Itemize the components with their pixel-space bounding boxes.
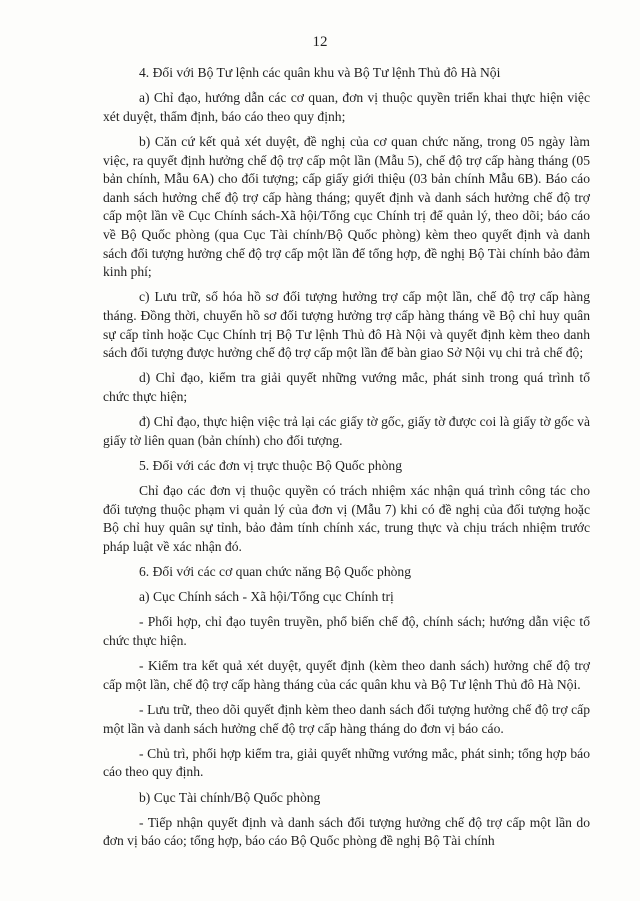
section-heading-5: 5. Đối với các đơn vị trực thuộc Bộ Quốc phòng [139,457,402,473]
paragraph-4dd: đ) Chỉ đạo, thực hiện việc trả lại các giấy tờ gốc, giấy tờ được coi là giấy tờ gốc và giấy tờ liên quan (bản chính) cho đối tượng. [103,414,590,448]
paragraph-4c: c) Lưu trữ, số hóa hồ sơ đối tượng hưởng trợ cấp một lần, chế độ trợ cấp hàng tháng. Đồng thời, chuyển hồ sơ đối tượng hưởng trợ cấp hàng tháng về Bộ chỉ huy quân sự cấp tỉnh hoặc Cục Chính trị Bộ Tư lệnh Thủ đô Hà Nội và quyết định kèm theo danh sách đối tượng được hưởng chế độ trợ cấp một lần để bàn giao Sở Nội vụ chi trả chế độ; [103,289,590,361]
section-heading-4: 4. Đối với Bộ Tư lệnh các quân khu và Bộ Tư lệnh Thủ đô Hà Nội [139,65,501,80]
bullet-6a-4: - Chủ trì, phối hợp kiểm tra, giải quyết những vướng mắc, phát sinh; tổng hợp báo cáo theo quy định. [103,745,590,780]
paragraph-4a: a) Chỉ đạo, hướng dẫn các cơ quan, đơn vị thuộc quyền triển khai thực hiện việc xét duyệt, thẩm định, báo cáo theo quy định; [103,90,590,124]
document-body [103,64,590,857]
bullet-6a-3: - Lưu trữ, theo dõi quyết định kèm theo danh sách đối tượng hưởng chế độ trợ cấp một lần và danh sách hưởng chế độ trợ cấp hàng tháng do đơn vị báo cáo. [103,701,590,736]
paragraph-4b: b) Căn cứ kết quả xét duyệt, đề nghị của cơ quan chức năng, trong 05 ngày làm việc, ra quyết định hưởng chế độ trợ cấp một lần (Mẫu 5), chế độ trợ cấp hàng tháng (05 bản chính, Mẫu 6A) cho đối tượng; cấp giấy giới thiệu (03 bản chính Mẫu 6B). Báo cáo danh sách hưởng chế độ trợ cấp hàng tháng; quyết định và danh sách hưởng chế độ trợ cấp một lần về Cục Chính sách-Xã hội/Tổng cục Chính trị để quản lý, theo dõi; báo cáo về Bộ Quốc phòng (qua Cục Tài chính/Bộ Quốc phòng) kèm theo quyết định và danh sách đối tượng hưởng chế độ trợ cấp một lần để tổng hợp, đề nghị Bộ Tài chính bảo đảm kinh phí; [103,133,590,280]
bullet-6a-2: - Kiểm tra kết quả xét duyệt, quyết định (kèm theo danh sách) hưởng chế độ trợ cấp một lần, chế độ trợ cấp hàng tháng của các quân khu và Bộ Tư lệnh Thủ đô Hà Nội. [103,658,590,692]
subheading-6b: b) Cục Tài chính/Bộ Quốc phòng [139,789,321,805]
bullet-6b-1: - Tiếp nhận quyết định và danh sách đối tượng hưởng chế độ trợ cấp một lần do đơn vị báo cáo; tổng hợp, báo cáo Bộ Quốc phòng đề nghị Bộ Tài chính [103,814,590,849]
bullet-6a-1: - Phối hợp, chỉ đạo tuyên truyền, phổ biến chế độ, chính sách; hướng dẫn việc tổ chức thực hiện. [103,614,590,648]
paragraph-5-body: Chỉ đạo các đơn vị thuộc quyền có trách nhiệm xác nhận quá trình công tác cho đối tượng thuộc phạm vi quản lý của đơn vị (Mẫu 7) khi có đề nghị của đối tượng hoặc Bộ chỉ huy quân sự tỉnh, bảo đảm tính chính xác, trung thực và chịu trách nhiệm trước pháp luật về xác nhận đó. [103,483,590,554]
page-number: 12 [312,34,328,50]
paragraph-4d: d) Chỉ đạo, kiểm tra giải quyết những vướng mắc, phát sinh trong quá trình tổ chức thực hiện; [103,370,590,404]
section-heading-6: 6. Đối với các cơ quan chức năng Bộ Quốc phòng [139,564,412,579]
subheading-6a: a) Cục Chính sách - Xã hội/Tổng cục Chính trị [139,589,394,605]
